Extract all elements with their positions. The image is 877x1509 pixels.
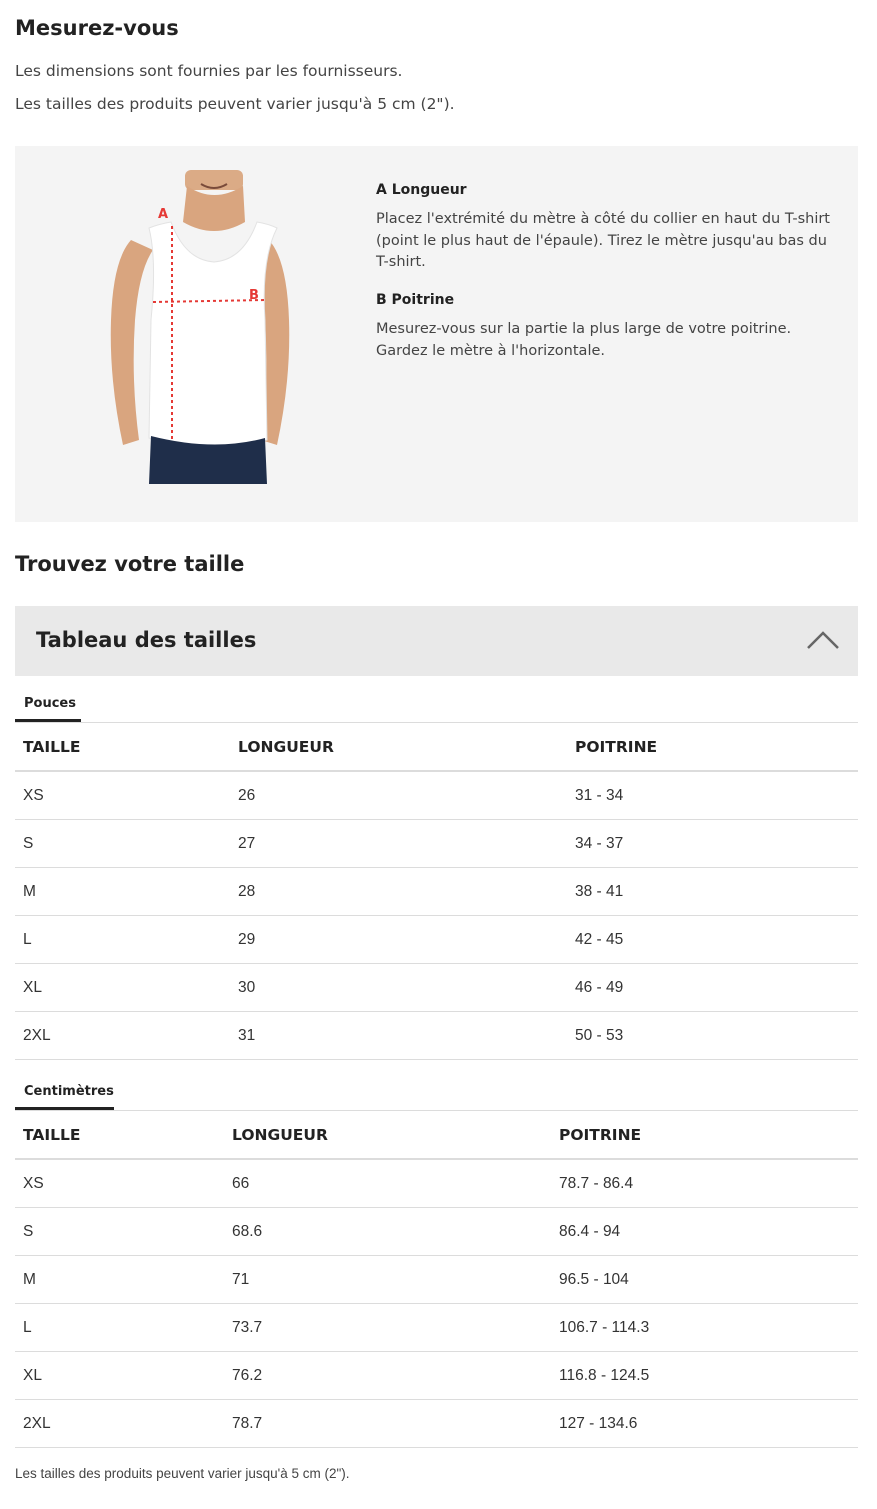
chest-cell: 31 - 34 [567,771,858,820]
chest-cell: 78.7 - 86.4 [551,1159,858,1208]
size-table-centimeters [15,1111,858,1448]
chest-cell: 38 - 41 [567,868,858,916]
measure-guide-panel [15,146,858,522]
find-size-heading: Trouvez votre taille [15,552,245,576]
page-title: Mesurez-vous [15,16,179,40]
model-tank-top-illustration [105,170,295,484]
table-row [15,1159,858,1208]
length-cell: 76.2 [224,1352,551,1400]
table-row [15,1208,858,1256]
length-cell: 71 [224,1256,551,1304]
tab-inches-label: Pouces [24,696,76,711]
size-cell: S [15,1208,224,1256]
table-row [15,1400,858,1448]
length-cell: 73.7 [224,1304,551,1352]
size-cell: XS [15,1159,224,1208]
table-row [15,820,858,868]
column-header: TAILLE [15,723,230,771]
table-row [15,916,858,964]
length-cell: 27 [230,820,567,868]
chest-cell: 96.5 - 104 [551,1256,858,1304]
length-title: A Longueur [376,182,467,198]
chest-cell: 42 - 45 [567,916,858,964]
length-cell: 66 [224,1159,551,1208]
size-cell: L [15,1304,224,1352]
length-instruction [376,182,841,274]
length-cell: 26 [230,771,567,820]
column-header: LONGUEUR [230,723,567,771]
table-row [15,868,858,916]
length-description: Placez l'extrémité du mètre à côté du collier en haut du T-shirt (point le plus haut de l'épaule). Tirez le mètre jusqu'au bas du T-shirt. [376,211,830,270]
size-table-inches [15,723,858,1060]
size-cell: S [15,820,230,868]
length-cell: 30 [230,964,567,1012]
table-row [15,1012,858,1060]
column-header: LONGUEUR [224,1111,551,1159]
intro-text-suppliers: Les dimensions sont fournies par les fournisseurs. [15,62,403,80]
footer-note: Les tailles des produits peuvent varier jusqu'à 5 cm (2"). [15,1466,350,1481]
chest-cell: 50 - 53 [567,1012,858,1060]
table-row [15,1352,858,1400]
size-cell: XL [15,1352,224,1400]
size-cell: M [15,868,230,916]
chest-instruction [376,292,841,362]
chest-cell: 46 - 49 [567,964,858,1012]
intro-text-variance: Les tailles des produits peuvent varier jusqu'à 5 cm (2"). [15,95,455,113]
table-row [15,964,858,1012]
column-header: POITRINE [567,723,858,771]
chest-cell: 106.7 - 114.3 [551,1304,858,1352]
table-row [15,1256,858,1304]
chest-cell: 34 - 37 [567,820,858,868]
size-cell: L [15,916,230,964]
table-row [15,1304,858,1352]
size-cell: XL [15,964,230,1012]
size-cell: 2XL [15,1012,230,1060]
chevron-up-icon[interactable] [806,629,840,651]
column-header: TAILLE [15,1111,224,1159]
chest-cell: 116.8 - 124.5 [551,1352,858,1400]
chest-cell: 86.4 - 94 [551,1208,858,1256]
table-row [15,771,858,820]
size-chart-title: Tableau des tailles [36,628,257,652]
length-cell: 28 [230,868,567,916]
label-a: A [158,207,169,222]
chest-title: B Poitrine [376,292,455,308]
size-cell: 2XL [15,1400,224,1448]
column-header: POITRINE [551,1111,858,1159]
size-cell: M [15,1256,224,1304]
length-cell: 68.6 [224,1208,551,1256]
chest-description: Mesurez-vous sur la partie la plus large de votre poitrine. Gardez le mètre à l'horizontale. [376,321,792,359]
label-b: B [249,288,259,303]
chest-cell: 127 - 134.6 [551,1400,858,1448]
length-cell: 31 [230,1012,567,1060]
length-cell: 29 [230,916,567,964]
tab-inches[interactable] [15,682,81,722]
size-chart-accordion-header[interactable] [15,606,858,676]
length-cell: 78.7 [224,1400,551,1448]
size-cell: XS [15,771,230,820]
tab-centimeters-label: Centimètres [24,1084,114,1099]
tab-centimeters[interactable] [15,1070,114,1110]
